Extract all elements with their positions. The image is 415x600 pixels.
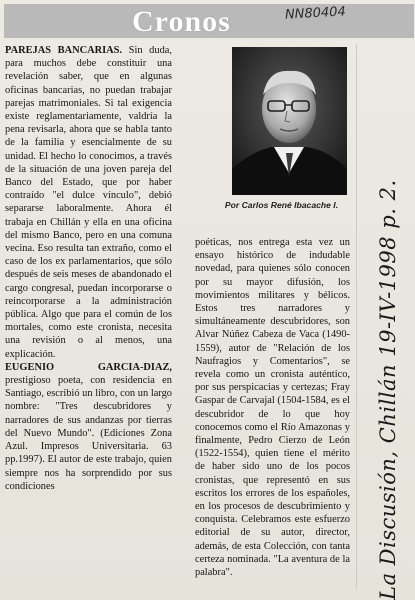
masthead-banner: [4, 4, 414, 38]
body-garcia-diaz: prestigioso poeta, con residencia en Santiago, escribió un libro, con un largo nombre: "Tres descubridores y narradores de sus andanzas por tierras del Nuevo Mundo". (Ediciones Zona Azul. Impresos Universitaria. 63 pp.1997). El autor de este trabajo, quien siempre nos ha sorprendido por sus condiciones: [5, 375, 172, 492]
column-divider: [356, 44, 357, 589]
archive-stamp: NN80404: [284, 4, 347, 23]
photo-caption: Por Carlos René Ibacache I.: [224, 200, 339, 210]
column-title: Cronos: [132, 5, 231, 38]
author-portrait-image: [232, 47, 347, 195]
heading-parejas-bancarias: PAREJAS BANCARIAS.: [5, 45, 123, 56]
article-column-right: [195, 236, 350, 579]
article-column-left: [5, 44, 172, 493]
author-photo: [232, 47, 347, 195]
body-parejas: Sin duda, para muchos debe constituir una revelación saber, que en algunas oficinas bancarias, no puedan trabajar parejas matrimoniales. Si tal exigencia existe reglamentariamente, valdría la pena revisarla, ahora que se habla tanto de la familia y esencialmente de su unidad. El hecho lo conocimos, a través de la situación de una joven pareja del Banco del Estado, que por haber contraído "el dulce vínculo", debió separarse laboralmente. Ahora él trabaja en Chillán y ella en una oficina del mismo Banco, pero en una comuna vecina. Eso resulta tan extraño, como el caso de los ex parlamentarios, que sólo después de seis meses de abandonado el cargo congresal, puedan incorporarse o reincorporarse a la administración pública. Algo que para el común de los mortales, como este cronista, necesita una revisión o al menos, una explicación.: [5, 45, 172, 360]
paragraph-garcia-diaz: [5, 361, 172, 493]
handwritten-source-note: La Discusión, Chillán 19-IV-1998 p. 2.: [376, 179, 400, 600]
heading-eugenio-garcia-diaz: EUGENIO GARCIA-DIAZ,: [5, 361, 172, 373]
paragraph-garcia-diaz-continued: poéticas, nos entrega esta vez un ensayo histórico de indudable novedad, para quienes sólo conocen por su mayor difusión, los movimientos militares y bélicos. Estos tres narradores y simultáneamente descubridores, son Alvar Núñez Cabeza de Vaca (1490-1559), autor de "Relación de los Naufragios y Comentarios", se revela como un cronista auténtico, por sus perspicacias y certezas; Fray Gaspar de Carvajal (1504-1584, es el descubridor de lo que hoy conocemos como el Río Amazonas y finalmente, Pedro Cierzo de León (1522-1554), quien tiene el mérito de haber sido uno de los pocos cronistas, que representó en sus escritos los errores de los españoles, en los procesos de descubrimiento y conquista. Celebramos este esfuerzo editorial de su autor, director, además, de esta Colección, con tanta certeza nominada. "La aventura de la palabra".: [195, 237, 350, 579]
paragraph-parejas: [5, 44, 172, 361]
